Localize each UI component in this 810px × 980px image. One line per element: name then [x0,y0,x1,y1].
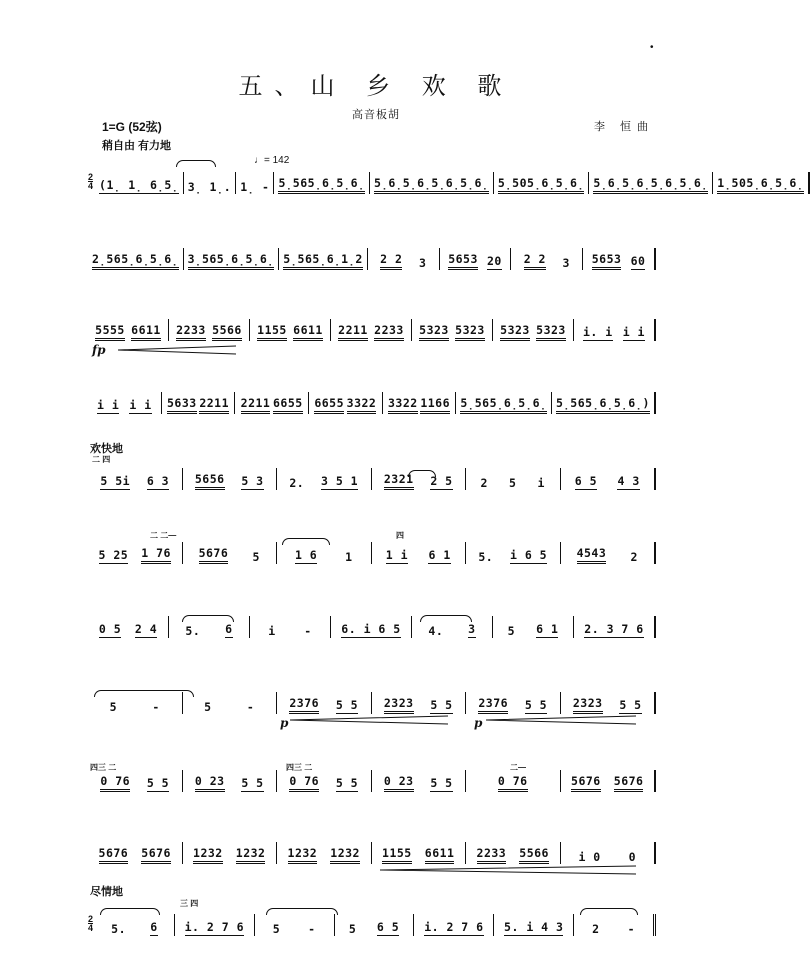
measure [88,248,184,270]
measure [183,692,278,714]
measure [493,616,574,638]
note-group: 2 4 [134,622,158,636]
note-group: 1 6 [294,548,318,562]
note-group: 5323 [455,323,485,341]
dynamic-piano: p [474,716,483,730]
note-group: 3 [418,256,427,270]
crescendo-hairpin [290,716,448,724]
score-line [88,766,656,792]
measure [466,542,561,564]
note-group: 0 [628,850,637,864]
instrument-subtitle: 高音板胡 [352,109,400,121]
note-group: 5̣6̣5̣6̣ [308,176,365,194]
note-group: 5 5 [619,698,642,712]
note-group: 5̣6̣1̣2 [312,252,362,270]
score-line [88,388,656,414]
note-group: 6 [150,920,158,934]
measure [466,770,561,792]
measure [277,542,372,564]
measure [88,468,183,490]
measure [88,392,162,414]
note-group: 6 5 [376,920,400,934]
note-group: 1232 [193,846,223,864]
measure [574,319,656,341]
measure [184,248,280,270]
note-group: 5. [185,624,201,638]
note-group: 2 5 [430,474,453,488]
note-group: - [308,922,316,936]
note-group: 5̣56 [278,176,307,194]
measure [88,616,169,638]
measure [162,392,236,414]
note-group: 0 23 [195,774,225,792]
note-group: 1̣50 [717,176,746,194]
note-group: 2211 [241,396,271,414]
measure [335,914,415,936]
time-signature-numerator: 2 [88,171,94,182]
composer-credit: 李 恒曲 [594,121,655,133]
note-group: 1166 [420,396,450,414]
measure [466,468,561,490]
note-group: 5 5 [335,776,359,790]
fingering-annotation: 二— [510,763,526,772]
note-group: 4543 [577,546,607,564]
note-group: 5 [272,922,281,936]
note-group: 2323 [573,696,603,714]
corner-mark: • [650,42,654,53]
note-group: 5̣6̣5̣6̣ [651,176,708,194]
score-line [88,612,656,638]
note-group: 6611 [425,846,455,864]
measure [277,692,372,714]
measure [561,468,657,490]
fingering-annotation: 四三 二 [90,763,117,772]
measure [331,616,412,638]
note-group: - [627,922,636,936]
note-group: 5323 [536,323,566,341]
note-group: 5̣6̣5̣6̣ [431,176,488,194]
note-group: 5656 [195,472,225,490]
note-group: i i [129,398,152,412]
time-signature [88,173,93,190]
measure [255,914,335,936]
note-group: 2 2 [380,252,402,270]
tempo-marking: 稍自由 有力地 [102,140,172,152]
measure [466,842,561,864]
note-group: i. 2 7 6 [184,920,244,934]
note-group: 2211 [199,396,229,414]
measure [440,248,512,270]
note-group: 3̣ 1̣. [187,180,232,194]
note-group: 1232 [330,846,360,864]
note-group: 5653 [448,252,478,270]
note-group: 1232 [288,846,318,864]
note-group: 5 [204,700,212,714]
measure [184,172,237,194]
note-group: 5. [478,550,494,564]
note-group: 2376 [289,696,319,714]
note-group: - [152,700,160,714]
note-group: i. i [583,325,613,339]
measure [183,770,278,792]
section-marking-lively: 欢快地 [90,443,123,455]
note-group: 5676 [614,774,644,792]
fingering-annotation: 二 二— [150,531,177,540]
measure [494,914,574,936]
note-group: 5566 [519,846,549,864]
measure [493,319,574,341]
measure [372,692,467,714]
note-group: 2. [289,476,305,490]
dynamic-fp: fp [92,343,106,357]
note-group: 5 [109,700,118,714]
note-group: 4. [428,624,444,638]
note-group: 5̣6̣5̣6̣ [121,252,178,270]
fingering-annotation: 三 四 [180,899,199,908]
note-group: 5676 [99,846,129,864]
measure [372,770,467,792]
note-group: i i [97,398,120,412]
note-group: 1 [345,550,353,564]
note-group: 0 76 [289,774,319,792]
measure [372,542,467,564]
note-group: 2233 [176,323,206,341]
measure [412,319,493,341]
measure [372,842,467,864]
measure [511,248,583,270]
note-group: 5555 [95,323,125,341]
note-group: 0 76 [100,774,130,792]
note-group: 5 5 [430,776,453,790]
score-line [88,464,656,490]
measure [235,392,309,414]
note-group: 6 3 [146,474,170,488]
note-group: 1155 [257,323,287,341]
note-group: 1232 [236,846,266,864]
note-group: 2321 [384,472,414,490]
note-group: 5 5 [430,698,453,712]
note-group: 6 1 [428,548,451,562]
measure [414,914,494,936]
page-title: 五、山 乡 欢 歌 [238,72,514,100]
note-group: 5633 [167,396,197,414]
measure [169,616,250,638]
measure [561,542,657,564]
note-group: i. 2 7 6 [424,920,484,934]
note-group: 5 5i [100,474,131,488]
dynamic-piano: p [280,716,289,730]
note-group: 5 [507,624,515,638]
note-group: 5 [509,476,517,490]
note-group: - [246,700,255,714]
note-group: 5̣6̣5̣6̣ [746,176,803,194]
measure [561,842,657,864]
note-group: 2 2 [524,252,546,270]
measure [372,468,467,490]
measure [277,770,372,792]
fingering-annotation: 四 [396,531,404,540]
note-group: 20 [487,254,502,268]
score-line [88,910,656,936]
measure [713,172,810,194]
note-group: 2211 [338,323,368,341]
note-group: 2. 3 7 6 [584,622,644,636]
note-group: 6 5 [574,474,598,488]
note-group: 5 5 [241,776,264,790]
note-group: 5 5 [335,698,359,712]
measure [561,770,657,792]
measure [88,542,183,564]
note-group: 5323 [500,323,530,341]
fingering-annotation: 二 四 [92,455,111,464]
measure [466,692,561,714]
note-group: 5 25 [98,548,129,562]
note-group: 5 5 [146,776,170,790]
measure [183,468,278,490]
measure [552,392,656,414]
note-group: 4 3 [617,474,640,488]
measure [236,172,274,194]
note-group: i [268,624,276,638]
note-group: 0 23 [384,774,414,792]
score-line [88,838,656,864]
measure [368,248,440,270]
note-group: 5 [252,550,260,564]
note-group: 2233 [374,323,404,341]
crescendo-hairpin [486,716,636,724]
measure [88,319,169,341]
measure [274,172,370,194]
note-group: 5̣56 [283,252,312,270]
metronome-mark: ♩= 142 [254,155,290,166]
note-group: 2 [630,550,638,564]
measure [277,842,372,864]
time-signature-numerator: 2 [88,913,94,924]
measure [95,172,184,194]
measure [277,468,372,490]
measure [412,616,493,638]
note-group: 2233 [477,846,507,864]
note-group: 5̣6̣5̣6̣ [490,396,547,414]
score-line [88,244,656,270]
note-group: 6611 [131,323,161,341]
note-group: 3 [562,256,570,270]
note-group: 5 3 [241,474,264,488]
crescendo-hairpin [380,866,636,874]
note-group: 60 [630,254,646,268]
note-group: 1155 [382,846,412,864]
score-line [88,538,656,564]
note-group: 6655 [273,396,303,414]
note-group: 2̣56 [92,252,121,270]
note-group: 6611 [293,323,323,341]
note-group: 5̣6̣5̣6̣ [593,176,650,194]
score-line [88,168,804,194]
measure [250,616,331,638]
note-group: 2376 [478,696,508,714]
measure [574,616,656,638]
note-group: 5653 [592,252,622,270]
note-group: 5 [348,922,357,936]
fingering-annotation: 四三 二 [286,763,313,772]
note-group: 5̣6̣5̣6̣ [217,252,274,270]
note-group: i [537,476,545,490]
key-signature: 1=G (52弦) [102,120,162,134]
note-group: 5̣56 [556,396,585,414]
measure [561,692,657,714]
note-group: 0 76 [498,774,528,792]
note-group: 3 5 1 [320,474,359,488]
note-group: 5676 [199,546,229,564]
measure [88,770,183,792]
note-group: 5676 [141,846,171,864]
note-group: 5̣6̣5̣6̣ [374,176,431,194]
note-group: i i [622,325,645,339]
note-group: 1 76 [141,546,171,564]
slur-mark [176,160,216,167]
note-group: 5. [111,922,127,936]
measure [589,172,713,194]
note-group: 3̣56 [188,252,217,270]
note-group: 5566 [212,323,242,341]
measure [183,542,278,564]
note-group: 3322 [388,396,418,414]
note-group: 5676 [571,774,601,792]
measure [169,319,250,341]
note-group: i 6 5 [509,548,548,562]
measure [183,842,278,864]
note-group: 5323 [419,323,449,341]
note-group: 5̣50 [498,176,527,194]
note-group: 2 [592,922,600,936]
measure [370,172,494,194]
time-signature-denominator: 4 [88,180,94,191]
note-group: 3 [468,622,476,636]
measure [583,248,656,270]
note-group: 5̣6̣5̣6̣) [585,396,650,414]
note-group: 1̣ - [240,180,270,194]
note-group: 5̣6̣5̣6̣ [527,176,584,194]
note-group: 6655 [314,396,344,414]
note-group: 5. i 4 3 [504,920,564,934]
note-group: 3322 [347,396,377,414]
measure [494,172,590,194]
measure [250,319,331,341]
section-marking-expressive: 尽情地 [90,886,123,898]
note-group: 5̣56 [460,396,489,414]
measure [95,914,175,936]
score-line [88,688,656,714]
measure [309,392,383,414]
measure [331,319,412,341]
measure [456,392,552,414]
score-line [88,315,656,341]
time-signature-denominator: 4 [88,922,94,933]
measure [88,692,183,714]
note-group: 1 i [385,548,409,562]
note-group: 6. i 6 5 [341,622,401,636]
crescendo-hairpin [118,346,236,354]
note-group: 2323 [384,696,414,714]
measure [279,248,368,270]
note-group: 6 1 [536,622,559,636]
note-group: 0 5 [98,622,122,636]
note-group: 2 [480,476,488,490]
note-group: 6 [225,622,233,636]
note-group: (1̣ 1̣ 6̣5̣ [99,178,179,192]
measure [383,392,457,414]
measure [175,914,255,936]
time-signature [88,915,93,932]
note-group: 5 5 [524,698,548,712]
note-group: - [304,624,312,638]
measure [88,842,183,864]
measure [574,914,656,936]
note-group: i 0 [578,850,601,864]
